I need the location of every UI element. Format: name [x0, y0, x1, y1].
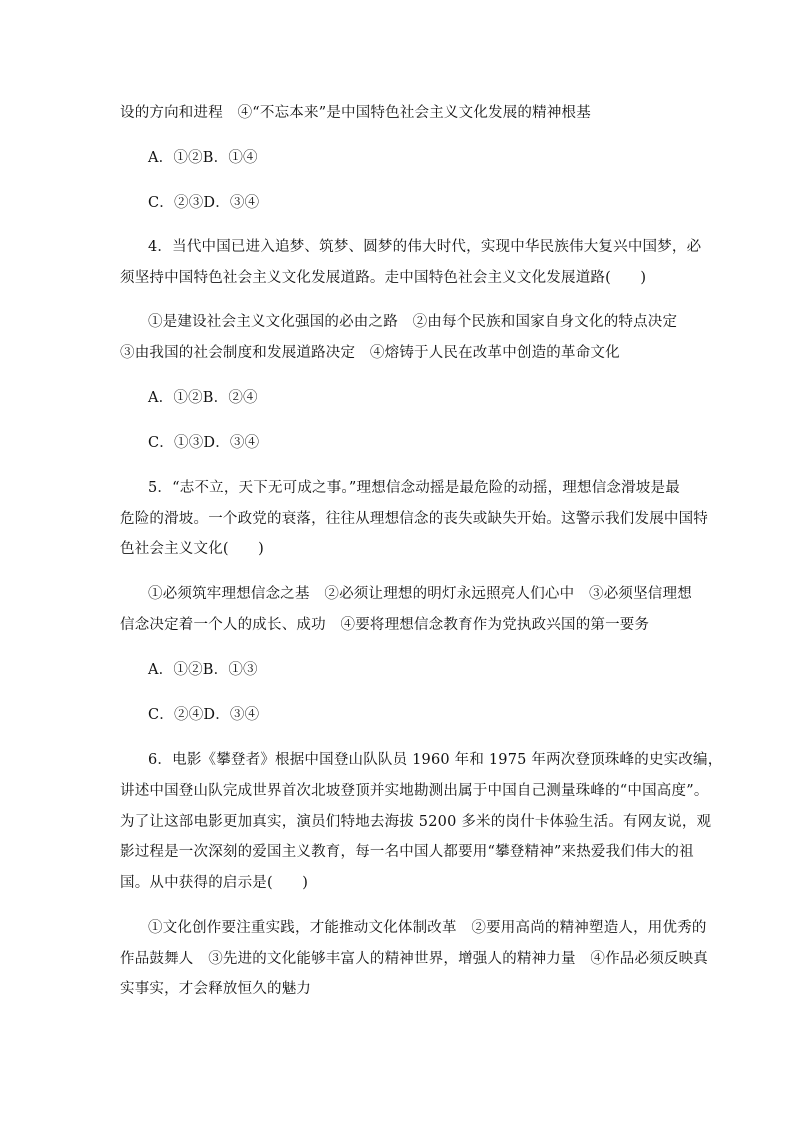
q4-option-cd: C．①③D．③④: [148, 435, 260, 451]
q4-stem-line-1: 4．当代中国已进入追梦、筑梦、圆梦的伟大时代，实现中华民族伟大复兴中国梦，必: [148, 239, 702, 255]
intro-option-cd: C．②③D．③④: [148, 195, 260, 211]
q5-stem-line-1: 5．“志不立，天下无可成之事。”理想信念动摇是最危险的动摇，理想信念滑坡是最: [148, 480, 680, 496]
q5-stem-line-2: 危险的滑坡。一个政党的衰落，往往从理想信念的丧失或缺失开始。这警示我们发展中国特: [120, 511, 708, 527]
q5-item-line-1: ①必须筑牢理想信念之基 ②必须让理想的明灯永远照亮人们心中 ③必须坚信理想: [148, 586, 692, 602]
q6-stem-line-3: 为了让这部电影更加真实，演员们特地去海拔 5200 多米的岗什卡体验生活。有网友说，观: [120, 814, 712, 830]
intro-line: 设的方向和进程 ④“不忘本来”是中国特色社会主义文化发展的精神根基: [120, 105, 591, 121]
q6-item-line-2: 作品鼓舞人 ③先进的文化能够丰富人的精神世界，增强人的精神力量 ④作品必须反映真: [120, 951, 708, 967]
q6-stem-line-2: 讲述中国登山队完成世界首次北坡登顶并实地勘测出属于中国自己测量珠峰的“中国高度”。: [120, 783, 709, 799]
q6-stem-line-1: 6．电影《攀登者》根据中国登山队队员 1960 年和 1975 年两次登顶珠峰的史实改编，: [148, 752, 723, 768]
q6-stem-line-4: 影过程是一次深刻的爱国主义教育，每一名中国人都要用“攀登精神”来热爱我们伟大的祖: [120, 844, 694, 860]
q4-item-line-2: ③由我国的社会制度和发展道路决定 ④熔铸于人民在改革中创造的革命文化: [120, 345, 620, 361]
q4-stem-line-2: 须坚持中国特色社会主义文化发展道路。走中国特色社会主义文化发展道路( ): [120, 270, 647, 286]
q6-item-line-1: ①文化创作要注重实践，才能推动文化体制改革 ②要用高尚的精神塑造人，用优秀的: [148, 920, 707, 936]
q4-item-line-1: ①是建设社会主义文化强国的必由之路 ②由每个民族和国家自身文化的特点决定: [148, 314, 678, 330]
q5-option-ab: A．①②B．①③: [148, 662, 258, 678]
q4-option-ab: A．①②B．②④: [148, 390, 258, 406]
q5-item-line-2: 信念决定着一个人的成长、成功 ④要将理想信念教育作为党执政兴国的第一要务: [120, 617, 650, 633]
q5-stem-line-3: 色社会主义文化( ): [120, 541, 265, 557]
q6-item-line-3: 实事实，才会释放恒久的魅力: [120, 981, 312, 997]
intro-option-ab: A．①②B．①④: [148, 150, 258, 166]
q6-stem-line-5: 国。从中获得的启示是( ): [120, 875, 309, 891]
q5-option-cd: C．②④D．③④: [148, 707, 260, 723]
